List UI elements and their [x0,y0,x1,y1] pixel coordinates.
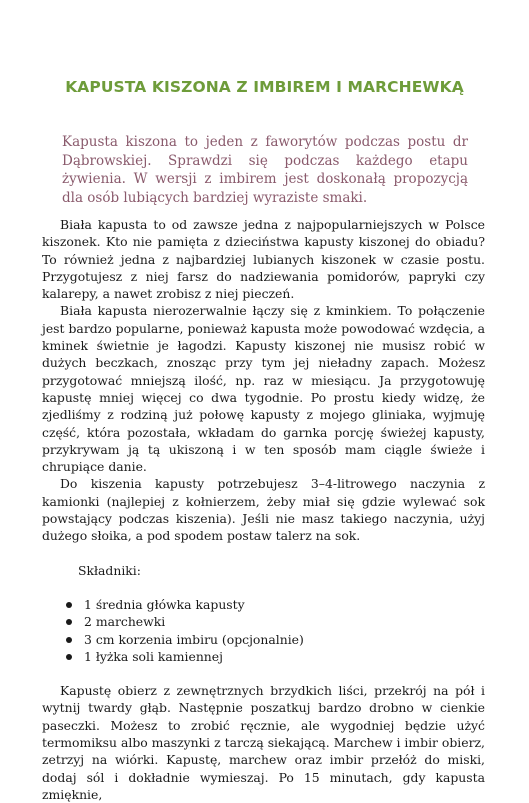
ingredient-text: 3 cm korzenia imbiru (opcjonalnie) [84,631,304,647]
spacer [42,665,485,682]
article-body [42,216,485,803]
ingredient-item [66,613,485,630]
bullet-icon [66,602,72,608]
bullet-icon [66,619,72,625]
bullet-icon [66,637,72,643]
ingredient-text: 1 średnia główka kapusty [84,596,245,612]
bullet-icon [66,654,72,660]
ingredient-item [66,596,485,613]
ingredient-text: 2 marchewki [84,614,166,630]
spacer [42,545,485,562]
paragraph: Biała kapusta nierozerwalnie łączy się z kminkiem. To połączenie jest bardzo popularne, ponieważ kapusta może powodować wzdęcia, a kminek świetnie je łagodzi. Kapusty kiszonej nie musisz robić w dużych beczkach, znosząc przy tym jej nieładny zapach. Możesz przygotować mniejszą ilość, np. raz w miesiącu. Ja przygotowuję kapustę mniej więcej co dwa tygodnie. Po prostu kiedy widzę, że zjedliśmy z rodziną już połowę kapusty z mojego gliniaka, wyjmuję część, która pozostała, wkładam do garnka porcję świeżej kapusty, przykrywam ją tą ukiszoną i w ten sposób mam ciągle świeże i chrupiące danie. [42,303,485,475]
method-paragraph: Kapustę obierz z zewnętrznych brzydkich liści, przekrój na pół i wytnij twardy głąb. Następnie poszatkuj bardzo drobno w cienkie paseczki. Możesz to zrobić ręcznie, ale wygodniej będzie użyć termomiksu albo maszynki z tarczą siekającą. Marchew i imbir obierz, zetrzyj na wiórki. Kapustę, marchew oraz imbir przełóż do miski, dodaj sól i dokładnie wymieszaj. Po 15 minutach, gdy kapusta zmięknie, [42,683,485,802]
ingredient-text: 1 łyżka soli kamiennej [84,648,223,664]
ingredient-item [66,631,485,648]
page-title: KAPUSTA KISZONA Z IMBIREM I MARCHEWKĄ [65,78,464,96]
paragraph: Do kiszenia kapusty potrzebujesz 3–4-litrowego naczynia z kamionki (najlepiej z kołnierzem, żeby miał się gdzie wylewać sok powstający podczas kiszenia). Jeśli nie masz takiego naczynia, użyj dużego słoika, a pod spodem postaw talerz na sok. [42,476,485,544]
ingredients-heading: Składniki: [78,562,141,578]
intro-text: Kapusta kiszona to jeden z faworytów podczas postu dr Dąbrowskiej. Sprawdzi się podczas każdego etapu żywienia. W wersji z imbirem jest doskonałą propozycją dla osób lubiących bardziej wyraziste smaki. [62,134,468,206]
paragraph: Biała kapusta to od zawsze jedna z najpopularniejszych w Polsce kiszonek. Kto nie pamięta z dzieciństwa kapusty kiszonej do obiadu? To również jedna z najbardziej lubianych kiszonek w czasie postu. Przygotujesz z niej farsz do nadziewania pomidorów, papryki czy kalarepy, a nawet zrobisz z niej pieczeń. [42,217,485,302]
ingredient-item [66,648,485,665]
spacer [42,579,485,596]
ingredients-list [42,596,485,665]
intro-block [62,133,468,207]
